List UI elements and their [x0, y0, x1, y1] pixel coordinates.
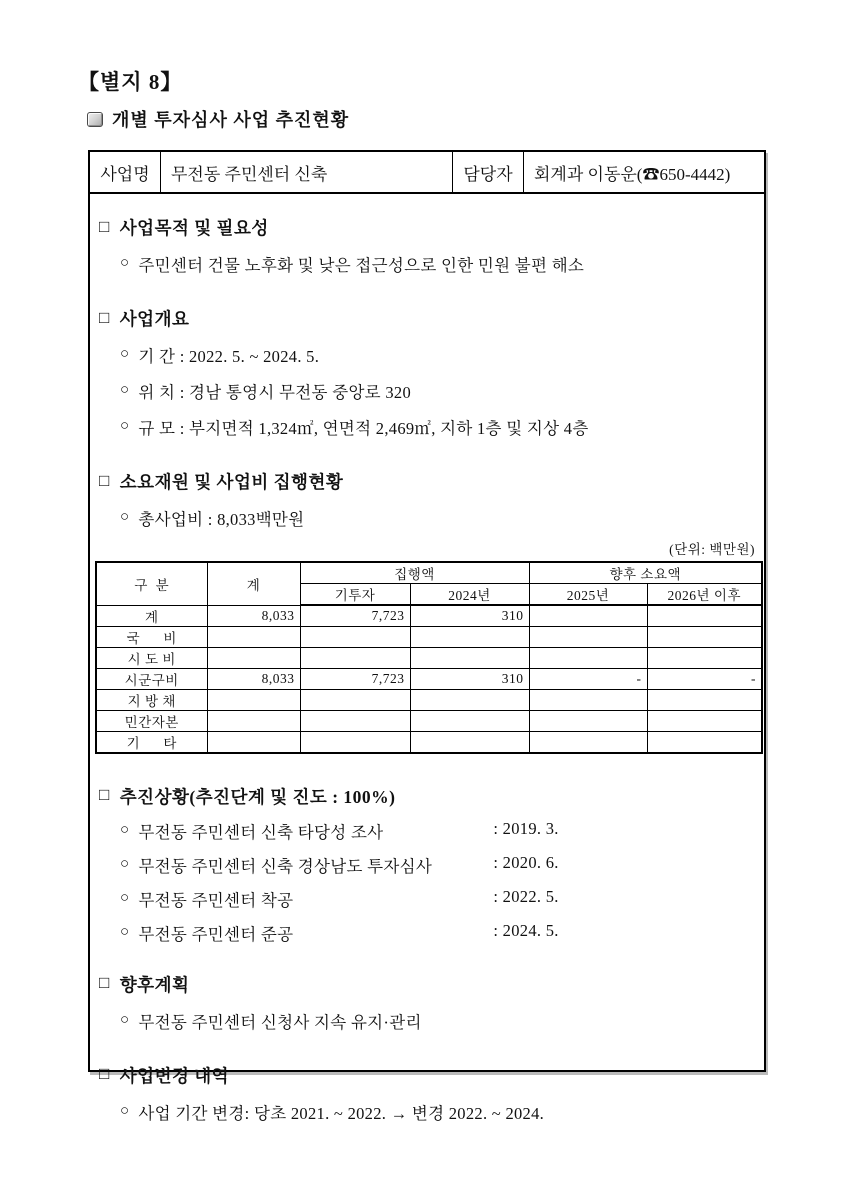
row-label: 민간자본 — [96, 710, 207, 731]
cell-2025 — [529, 731, 647, 753]
circle-bullet-icon: ○ — [120, 1102, 130, 1119]
progress-label: 무전동 주민센터 신축 타당성 조사 — [138, 822, 384, 842]
project-header-row — [90, 152, 764, 194]
cell-2026 — [647, 626, 762, 647]
section-future-title — [99, 972, 759, 997]
col-header-total: 계 — [207, 562, 300, 605]
section-purpose-title — [99, 215, 759, 240]
cell-total: 8,033 — [207, 605, 300, 626]
section-changes-title — [99, 1063, 759, 1088]
overview-location-item — [120, 379, 759, 403]
attachment-label: 【별지 8】 — [78, 70, 183, 94]
cell-total: 8,033 — [207, 668, 300, 689]
col-header-2025: 2025년 — [529, 584, 647, 606]
circle-bullet-icon: ○ — [120, 382, 130, 398]
cell-2026 — [647, 647, 762, 668]
beveled-square-icon — [87, 112, 103, 127]
col-header-category: 구 분 — [96, 562, 207, 605]
cell-2026: - — [647, 668, 762, 689]
cell-prior — [300, 710, 410, 731]
progress-label: 무전동 주민센터 착공 — [138, 890, 294, 910]
section-title-text: 사업목적 및 필요성 — [119, 218, 269, 238]
section-budget-title — [99, 469, 759, 494]
circle-bullet-icon: ○ — [120, 509, 130, 525]
row-label: 국 비 — [96, 626, 207, 647]
future-item — [120, 1009, 759, 1033]
section-overview-title — [99, 306, 759, 331]
project-name-value: 무전동 주민센터 신축 — [161, 152, 453, 192]
progress-item-completion — [120, 921, 759, 945]
unit-note: (단위: 백만원) — [669, 542, 755, 557]
form-content — [90, 215, 764, 1124]
cell-total — [207, 647, 300, 668]
form-outer-box — [88, 150, 766, 1123]
table-row — [96, 605, 762, 626]
progress-date: : 2020. 6. — [493, 852, 559, 872]
circle-bullet-icon: ○ — [120, 418, 130, 434]
cell-prior — [300, 689, 410, 710]
progress-date: : 2024. 5. — [493, 920, 559, 940]
cell-2024 — [410, 710, 529, 731]
table-row — [96, 647, 762, 668]
col-group-future: 향후 소요액 — [529, 562, 762, 584]
budget-total-item — [120, 506, 759, 530]
cell-total — [207, 689, 300, 710]
budget-total-text: 총사업비 : 8,033백만원 — [138, 510, 305, 529]
cell-2026 — [647, 689, 762, 710]
cell-2026 — [647, 710, 762, 731]
cell-prior: 7,723 — [300, 605, 410, 626]
cell-2025 — [529, 626, 647, 647]
overview-period-item — [120, 343, 759, 367]
cell-2025: - — [529, 668, 647, 689]
circle-bullet-icon: ○ — [120, 855, 130, 872]
cell-2025 — [529, 647, 647, 668]
overview-scale-text: 규 모 : 부지면적 1,324㎡, 연면적 2,469㎡, 지하 1층 및 지상 4층 — [138, 419, 589, 438]
document-title: 개별 투자심사 사업 추진현황 — [112, 110, 350, 130]
square-bullet-icon: □ — [99, 1064, 110, 1083]
table-row — [96, 626, 762, 647]
row-label: 지 방 채 — [96, 689, 207, 710]
col-group-execution: 집행액 — [300, 562, 529, 584]
cell-total — [207, 626, 300, 647]
section-title-text: 사업개요 — [119, 309, 190, 329]
cell-2024 — [410, 626, 529, 647]
document-title-row — [87, 106, 349, 132]
circle-bullet-icon: ○ — [120, 923, 130, 940]
cell-2025 — [529, 689, 647, 710]
circle-bullet-icon: ○ — [120, 821, 130, 838]
changes-item-text: 사업 기간 변경: 당초 2021. ~ 2022. → 변경 2022. ~ 2024. — [138, 1103, 545, 1123]
cell-prior — [300, 731, 410, 753]
cell-prior — [300, 647, 410, 668]
purpose-item — [120, 252, 759, 276]
progress-date: : 2019. 3. — [493, 818, 559, 838]
cell-2026 — [647, 605, 762, 626]
cell-prior — [300, 626, 410, 647]
progress-item-review — [120, 853, 759, 877]
cell-2025 — [529, 605, 647, 626]
section-title-text: 추진상황(추진단계 및 진도 : 100%) — [119, 786, 396, 807]
row-label: 기 타 — [96, 731, 207, 753]
manager-label: 담당자 — [453, 152, 524, 192]
progress-label: 무전동 주민센터 준공 — [138, 924, 294, 944]
square-bullet-icon: □ — [99, 470, 110, 490]
row-label: 시 도 비 — [96, 647, 207, 668]
col-header-2024: 2024년 — [410, 584, 529, 606]
section-title-text: 사업변경 내역 — [119, 1065, 230, 1086]
manager-value: 회계과 이동운(☎650-4442) — [534, 164, 731, 184]
row-label: 시군구비 — [96, 668, 207, 689]
future-item-text: 무전동 주민센터 신청사 지속 유지·관리 — [138, 1012, 422, 1032]
table-row — [96, 710, 762, 731]
col-header-2026: 2026년 이후 — [647, 584, 762, 606]
table-row — [96, 689, 762, 710]
circle-bullet-icon: ○ — [120, 889, 130, 906]
budget-table-header-row-1 — [96, 562, 762, 584]
overview-location-text: 위 치 : 경남 통영시 무전동 중앙로 320 — [138, 383, 411, 402]
table-row — [96, 668, 762, 689]
budget-table — [95, 561, 763, 754]
section-title-text: 향후계획 — [119, 974, 190, 995]
square-bullet-icon: □ — [99, 216, 110, 236]
overview-period-text: 기 간 : 2022. 5. ~ 2024. 5. — [138, 347, 320, 366]
cell-prior: 7,723 — [300, 668, 410, 689]
cell-2024 — [410, 647, 529, 668]
progress-label: 무전동 주민센터 신축 경상남도 투자심사 — [138, 856, 433, 876]
cell-2024: 310 — [410, 605, 529, 626]
square-bullet-icon: □ — [99, 973, 110, 992]
cell-2024 — [410, 731, 529, 753]
square-bullet-icon: □ — [99, 307, 110, 327]
cell-total — [207, 731, 300, 753]
cell-2024: 310 — [410, 668, 529, 689]
cell-2025 — [529, 710, 647, 731]
circle-bullet-icon: ○ — [120, 1011, 130, 1028]
project-name-label: 사업명 — [90, 152, 161, 192]
row-label: 계 — [96, 605, 207, 626]
section-title-text: 소요재원 및 사업비 집행현황 — [119, 472, 344, 492]
square-bullet-icon: □ — [99, 785, 110, 804]
cell-total — [207, 710, 300, 731]
cell-2026 — [647, 731, 762, 753]
col-header-prior: 기투자 — [300, 584, 410, 606]
progress-item-feasibility — [120, 819, 759, 843]
cell-2024 — [410, 689, 529, 710]
section-progress-title — [99, 784, 759, 809]
purpose-item-text: 주민센터 건물 노후화 및 낮은 접근성으로 인한 민원 불편 해소 — [138, 256, 585, 275]
circle-bullet-icon: ○ — [120, 255, 130, 271]
table-row — [96, 731, 762, 753]
progress-item-groundbreaking — [120, 887, 759, 911]
overview-scale-item — [120, 415, 759, 439]
changes-item — [120, 1100, 759, 1124]
progress-date: : 2022. 5. — [493, 886, 559, 906]
circle-bullet-icon: ○ — [120, 346, 130, 362]
